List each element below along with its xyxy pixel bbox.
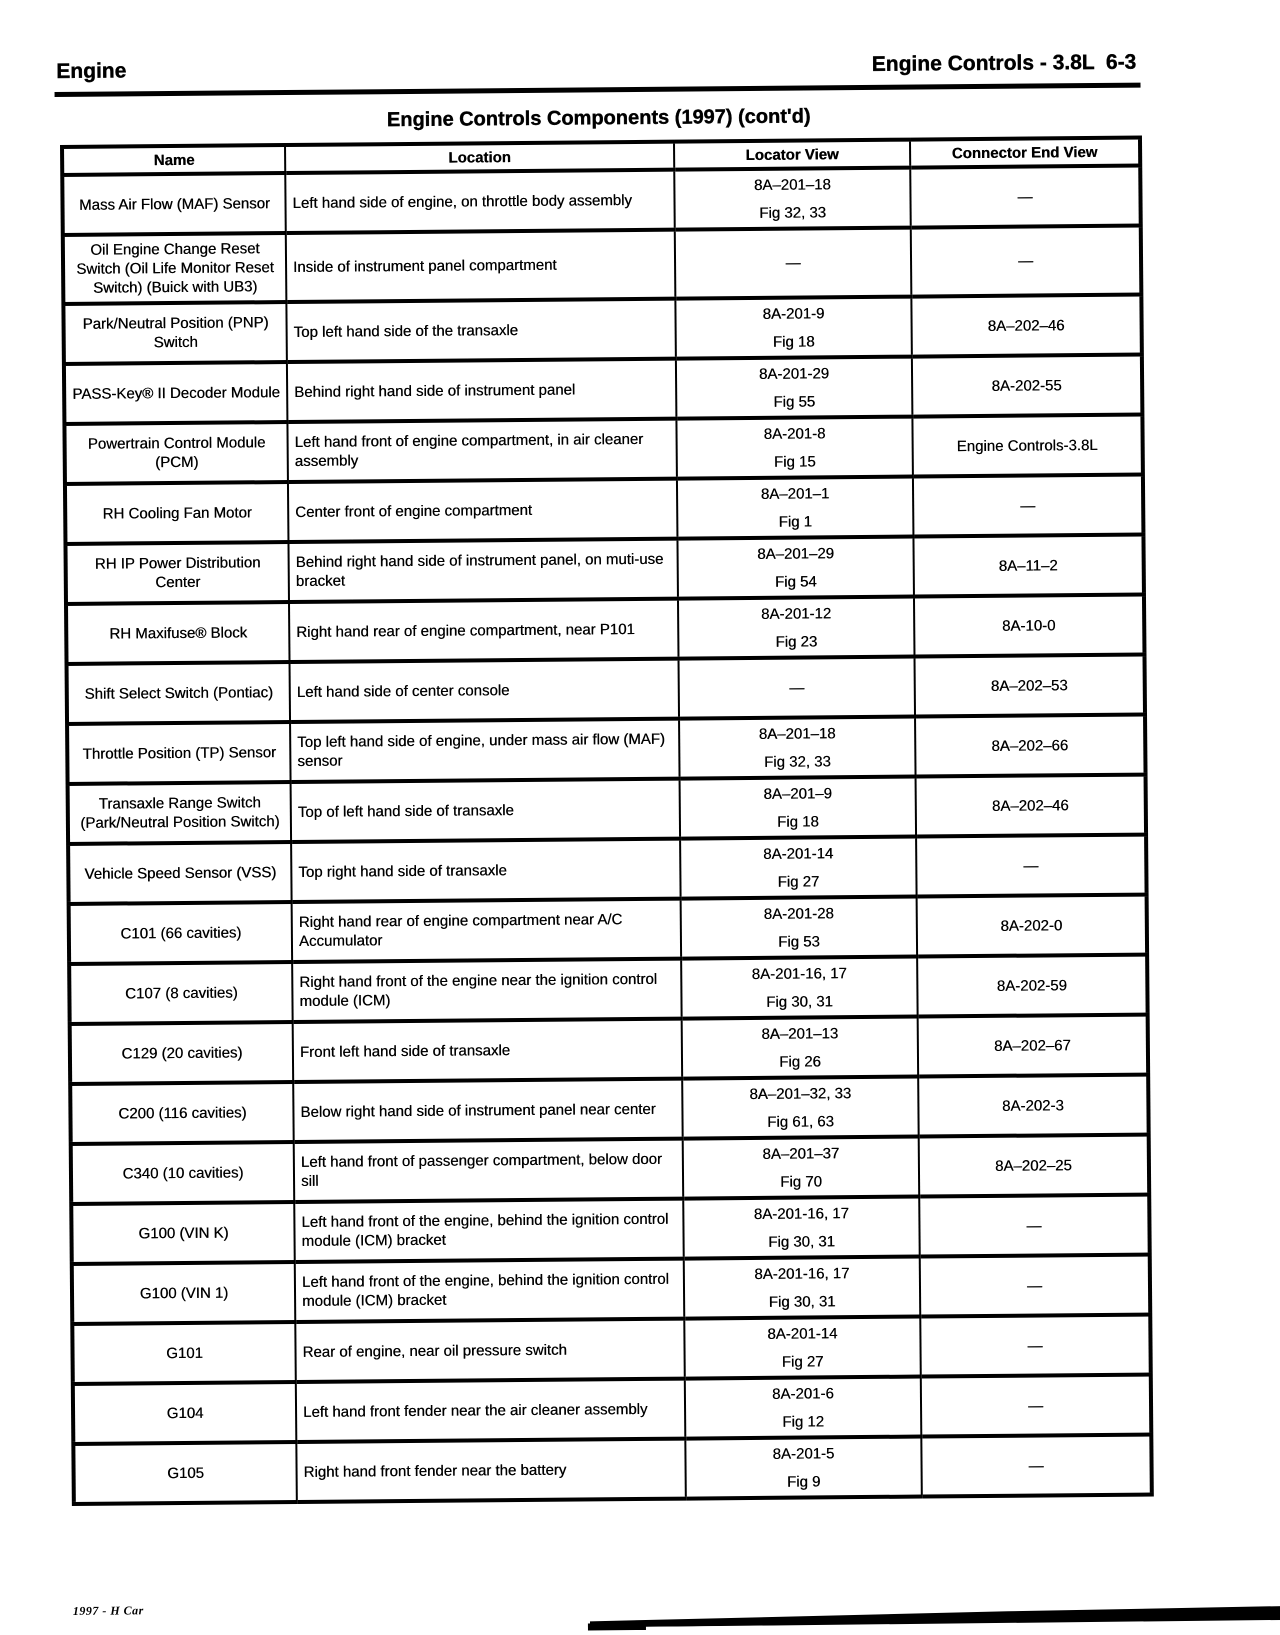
- table-row: [71, 1135, 1149, 1204]
- component-name-cell: C129 (20 cavities): [70, 1022, 294, 1084]
- location-cell: Left hand front of the engine, behind the ignition control module (ICM) bracket: [295, 1259, 685, 1322]
- locator-figure-reference: Fig 53: [778, 932, 820, 951]
- column-header-location: Location: [285, 142, 674, 173]
- locator-code: 8A-201-5: [772, 1444, 835, 1463]
- component-name-cell: C340 (10 cavities): [71, 1142, 295, 1204]
- locator-view-cell: [684, 1257, 921, 1319]
- locator-view-cell: [676, 417, 913, 479]
- locator-figure-reference: Fig 61, 63: [767, 1112, 834, 1131]
- component-name-cell: PASS-Key® II Decoder Module: [64, 362, 288, 424]
- locator-figure-reference: Fig 12: [782, 1412, 825, 1431]
- table-row: [67, 715, 1145, 784]
- locator-code: 8A-201-9: [762, 304, 825, 323]
- table-row: [70, 1015, 1148, 1084]
- component-name-cell: RH Maxifuse® Block: [66, 602, 290, 664]
- locator-view-cell: [680, 837, 917, 899]
- locator-code: 8A–201–13: [761, 1024, 839, 1043]
- connector-end-view-cell: —: [921, 1375, 1152, 1437]
- header-section-title: Engine: [56, 59, 127, 84]
- component-name-cell: Powertrain Control Module (PCM): [64, 422, 288, 484]
- locator-figure-reference: Fig 18: [776, 812, 819, 831]
- locator-code: 8A-201-8: [763, 424, 826, 443]
- table-row: [73, 1375, 1151, 1444]
- locator-view-cell: [681, 897, 918, 959]
- locator-figure-reference: Fig 54: [774, 572, 817, 591]
- page-header: [56, 51, 1136, 84]
- locator-code: 8A-201-29: [758, 364, 830, 383]
- location-cell: Right hand front fender near the battery: [296, 1439, 686, 1502]
- component-name-cell: Park/Neutral Position (PNP) Switch: [63, 302, 287, 364]
- header-rule: [55, 83, 1141, 97]
- locator-figure-reference: Fig 30, 31: [768, 1232, 836, 1251]
- connector-end-view-cell: —: [911, 226, 1142, 297]
- locator-code: 8A-201-28: [763, 904, 834, 923]
- location-cell: Top left hand side of engine, under mass air flow (MAF) sensor: [290, 719, 680, 782]
- locator-figure-reference: Fig 26: [779, 1052, 821, 1071]
- locator-figure-reference: Fig 30, 31: [766, 992, 833, 1011]
- connector-end-view-cell: —: [910, 166, 1141, 228]
- locator-figure-reference: Fig 18: [772, 332, 815, 351]
- table-row: [64, 355, 1142, 424]
- component-name-cell: Vehicle Speed Sensor (VSS): [68, 842, 292, 904]
- location-cell: Top of left hand side of transaxle: [291, 779, 681, 842]
- location-cell: Behind right hand side of instrument panel, on muti-use bracket: [288, 539, 678, 602]
- component-name-cell: C107 (8 cavities): [69, 962, 293, 1024]
- component-name-cell: Mass Air Flow (MAF) Sensor: [62, 173, 286, 235]
- location-cell: Left hand side of engine, on throttle body assembly: [285, 170, 675, 233]
- component-name-cell: Oil Engine Change Reset Switch (Oil Life Monitor Reset Switch) (Buick with UB3): [63, 233, 287, 304]
- header-chapter-page-number: Engine Controls - 3.8L 6-3: [871, 50, 1137, 76]
- locator-view-cell: [681, 957, 918, 1019]
- table-row: [70, 1075, 1148, 1144]
- table-row: [64, 415, 1142, 484]
- column-header-connector-end-view: Connector End View: [910, 138, 1140, 168]
- locator-code: —: [789, 679, 805, 697]
- connector-end-view-cell: 8A-202-59: [917, 955, 1148, 1017]
- locator-code: 8A-201-12: [761, 604, 832, 623]
- location-cell: Right hand rear of engine compartment near A/C Accumulator: [292, 899, 682, 962]
- connector-end-view-cell: —: [919, 1195, 1150, 1257]
- location-cell: Rear of engine, near oil pressure switch: [295, 1319, 685, 1382]
- table-row: [71, 1195, 1149, 1264]
- table-row: [67, 655, 1145, 724]
- locator-code: 8A–201–37: [762, 1144, 840, 1163]
- table-row: [66, 595, 1144, 664]
- location-cell: Below right hand side of instrument panel near center: [293, 1079, 683, 1142]
- locator-view-cell: [684, 1317, 921, 1379]
- column-header-locator-view: Locator View: [674, 140, 910, 170]
- connector-end-view-cell: 8A-202-0: [917, 895, 1148, 957]
- locator-view-cell: [679, 717, 916, 779]
- locator-code: 8A-201-16, 17: [754, 1264, 850, 1283]
- locator-view-cell: [675, 228, 912, 299]
- location-cell: Left hand front of engine compartment, in air cleaner assembly: [287, 419, 677, 482]
- column-header-name: Name: [62, 145, 285, 175]
- locator-figure-reference: Fig 27: [777, 872, 820, 891]
- table-title: Engine Controls Components (1997) (cont'd): [386, 105, 811, 132]
- connector-end-view-cell: —: [920, 1255, 1151, 1317]
- locator-view-cell: [679, 657, 916, 719]
- component-name-cell: Shift Select Switch (Pontiac): [67, 662, 291, 724]
- location-cell: Front left hand side of transaxle: [293, 1019, 683, 1082]
- locator-code: 8A–201–32, 33: [749, 1084, 852, 1103]
- component-name-cell: C200 (116 cavities): [70, 1082, 294, 1144]
- locator-view-cell: [682, 1077, 919, 1139]
- locator-code: 8A–201–29: [757, 544, 835, 563]
- component-name-cell: G105: [73, 1442, 297, 1504]
- table-row: [63, 226, 1142, 304]
- table-row: [72, 1255, 1150, 1324]
- engine-controls-components-table: [60, 136, 1154, 1506]
- connector-end-view-cell: 8A–11–2: [913, 535, 1144, 597]
- table-row: [65, 535, 1143, 604]
- locator-figure-reference: Fig 32, 33: [763, 752, 831, 771]
- connector-end-view-cell: 8A–202–46: [916, 775, 1147, 837]
- location-cell: Inside of instrument panel compartment: [286, 230, 676, 302]
- locator-view-cell: [680, 777, 917, 839]
- component-name-cell: G101: [72, 1322, 296, 1384]
- scan-artifact-mark: [588, 1623, 646, 1631]
- connector-end-view-cell: 8A-10-0: [914, 595, 1145, 657]
- location-cell: Left hand front of the engine, behind the ignition control module (ICM) bracket: [294, 1199, 684, 1262]
- component-name-cell: Throttle Position (TP) Sensor: [67, 722, 291, 784]
- locator-view-cell: [683, 1197, 920, 1259]
- component-name-cell: G100 (VIN 1): [72, 1262, 296, 1324]
- table-row: [68, 775, 1146, 844]
- locator-code: 8A–201–9: [763, 784, 832, 803]
- connector-end-view-cell: 8A–202–66: [915, 715, 1146, 777]
- table-row: [69, 955, 1147, 1024]
- component-name-cell: RH Cooling Fan Motor: [65, 482, 289, 544]
- locator-figure-reference: Fig 9: [786, 1472, 821, 1491]
- location-cell: Left hand side of center console: [290, 659, 680, 722]
- locator-code: 8A–201–18: [753, 175, 831, 194]
- location-cell: Left hand front of passenger compartment, below door sill: [294, 1139, 684, 1202]
- locator-code: 8A-201-14: [767, 1324, 838, 1343]
- connector-end-view-cell: —: [913, 475, 1144, 537]
- locator-code: 8A-201-6: [771, 1384, 834, 1403]
- connector-end-view-cell: 8A–202–46: [911, 295, 1142, 357]
- locator-view-cell: [685, 1377, 922, 1439]
- locator-code: —: [785, 254, 801, 272]
- connector-end-view-cell: 8A-202-3: [918, 1075, 1149, 1137]
- locator-figure-reference: Fig 23: [775, 632, 818, 651]
- scan-artifact-bar: [590, 1605, 1280, 1628]
- locator-code: 8A–201–1: [760, 484, 830, 503]
- footer-model-year-label: 1997 - H Car: [72, 1603, 144, 1618]
- location-cell: Center front of engine compartment: [288, 479, 678, 542]
- component-name-cell: RH IP Power Distribution Center: [65, 542, 289, 604]
- table-row: [63, 295, 1141, 364]
- locator-code: 8A-201-16, 17: [751, 964, 847, 983]
- locator-code: 8A–201–18: [758, 724, 836, 743]
- locator-figure-reference: Fig 1: [778, 512, 813, 531]
- component-name-cell: C101 (66 cavities): [69, 902, 293, 964]
- location-cell: Behind right hand side of instrument panel: [287, 359, 677, 422]
- connector-end-view-cell: —: [921, 1435, 1152, 1497]
- location-cell: Left hand front fender near the air cleaner assembly: [296, 1379, 686, 1442]
- location-cell: Top left hand side of the transaxle: [286, 299, 676, 362]
- locator-view-cell: [675, 297, 912, 359]
- locator-figure-reference: Fig 70: [780, 1172, 822, 1191]
- locator-view-cell: [683, 1137, 920, 1199]
- locator-view-cell: [677, 537, 914, 599]
- locator-figure-reference: Fig 15: [773, 452, 816, 471]
- locator-view-cell: [678, 597, 915, 659]
- location-cell: Right hand rear of engine compartment, near P101: [289, 599, 679, 662]
- locator-view-cell: [677, 477, 914, 539]
- table-row: [69, 895, 1147, 964]
- location-cell: Right hand front of the engine near the ignition control module (ICM): [292, 959, 682, 1022]
- connector-end-view-cell: 8A–202–53: [914, 655, 1145, 717]
- locator-figure-reference: Fig 55: [773, 392, 816, 411]
- table-row: [68, 835, 1146, 904]
- locator-figure-reference: Fig 32, 33: [759, 203, 827, 222]
- locator-code: 8A-201-14: [763, 844, 834, 863]
- location-cell: Top right hand side of transaxle: [291, 839, 681, 902]
- component-name-cell: G104: [73, 1382, 297, 1444]
- table-body: [62, 166, 1152, 1504]
- locator-figure-reference: Fig 27: [781, 1352, 824, 1371]
- component-name-cell: G100 (VIN K): [71, 1202, 295, 1264]
- connector-end-view-cell: —: [920, 1315, 1151, 1377]
- connector-end-view-cell: 8A–202–67: [918, 1015, 1149, 1077]
- connector-end-view-cell: 8A–202–25: [919, 1135, 1150, 1197]
- locator-view-cell: [674, 168, 911, 230]
- table-row: [73, 1435, 1151, 1504]
- locator-figure-reference: Fig 30, 31: [768, 1292, 836, 1311]
- table-row: [72, 1315, 1150, 1384]
- locator-code: 8A-201-16, 17: [753, 1204, 849, 1223]
- table-row: [65, 475, 1143, 544]
- table-row: [62, 166, 1140, 235]
- component-name-cell: Transaxle Range Switch (Park/Neutral Position Switch): [68, 782, 292, 844]
- locator-view-cell: [682, 1017, 919, 1079]
- connector-end-view-cell: —: [916, 835, 1147, 897]
- connector-end-view-cell: 8A-202-55: [912, 355, 1143, 417]
- locator-view-cell: [685, 1437, 922, 1499]
- connector-end-view-cell: Engine Controls-3.8L: [912, 415, 1143, 477]
- locator-view-cell: [676, 357, 913, 419]
